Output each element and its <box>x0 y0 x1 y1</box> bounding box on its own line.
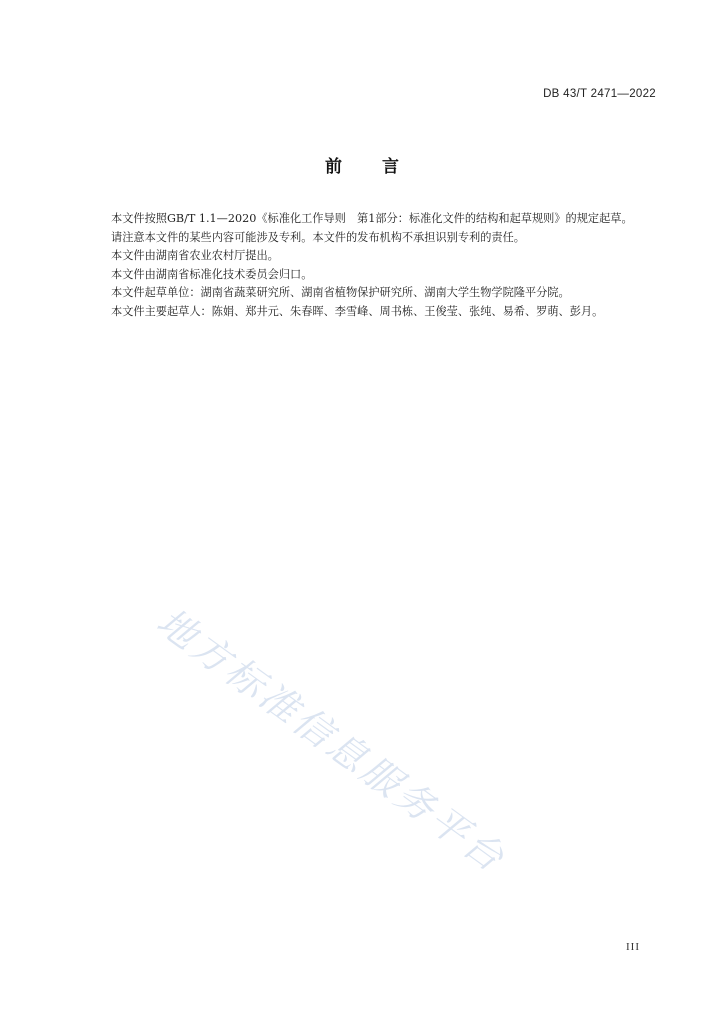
title-char-2: 言 <box>382 157 399 177</box>
standard-code: DB 43/T 2471—2022 <box>543 88 656 100</box>
watermark: 地方标准信息服务平台 <box>148 599 515 882</box>
foreword-body <box>88 210 658 321</box>
paragraph-drafting-units: 本文件起草单位：湖南省蔬菜研究所、湖南省植物保护研究所、湖南大学生物学院隆平分院。 <box>111 286 570 299</box>
page-number: III <box>626 941 640 953</box>
paragraph-drafters: 本文件主要起草人：陈娟、郑井元、朱春晖、李雪峰、周书栋、王俊莹、张纯、易希、罗萌、彭月。 <box>111 304 604 318</box>
paragraph-drafting-rules: 本文件按照GB/T 1.1—2020《标准化工作导则 第1部分：标准化文件的结构和起草规则》的规定起草。 <box>111 212 633 225</box>
paragraph-committee: 本文件由湖南省标准化技术委员会归口。 <box>111 267 313 281</box>
paragraph-proposer: 本文件由湖南省农业农村厅提出。 <box>111 249 279 262</box>
paragraph-patent-notice: 请注意本文件的某些内容可能涉及专利。本文件的发布机构不承担识别专利的责任。 <box>111 230 525 244</box>
title-char-1: 前 <box>325 157 342 177</box>
page-title <box>0 152 724 177</box>
